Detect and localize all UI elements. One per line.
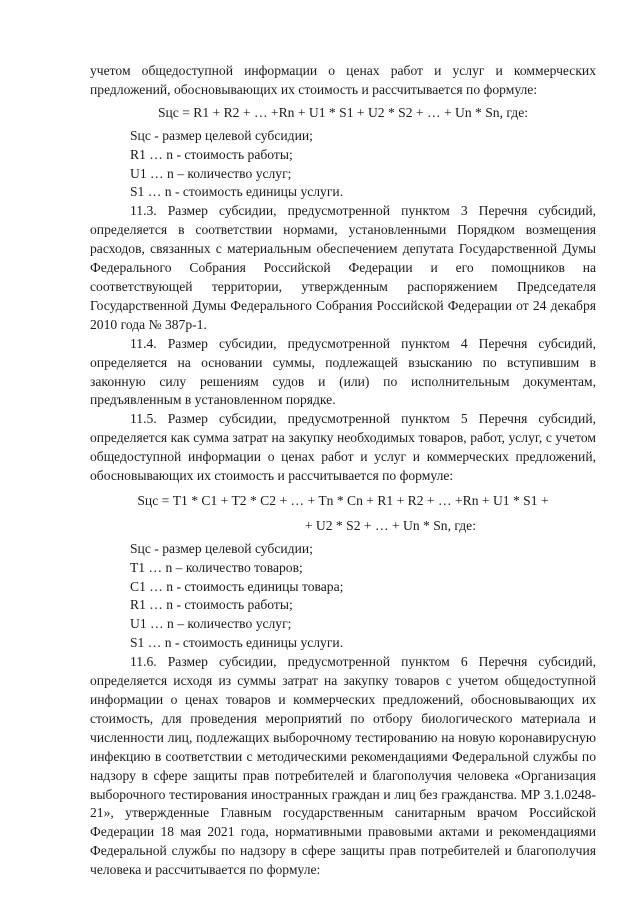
definition-line: Sцс - размер целевой субсидии;	[130, 540, 313, 556]
paragraph-11-3: 11.3. Размер субсидии, предусмотренной пунктом 3 Перечня субсидий, определяется в соответствии нормами, установленными Порядком возмещения расходов, связанных с материальным обеспечением депутата Государственной Думы Федерального Собрания Российской Федерации и его помощников на соответствующей территории, утвержденным распоряжением Председателя Государственной Думы Федерального Собрания Российской Федерации от 24 декабря 2010 года № 387р-1.	[90, 203, 596, 332]
definition-line: R1 … n - стоимость работы;	[130, 146, 293, 162]
paragraph-11-5: 11.5. Размер субсидии, предусмотренной пунктом 5 Перечня субсидий, определяется как сумма затрат на закупку необходимых товаров, работ, услуг, с учетом общедоступной информации о ценах работ и услуг и коммерческих предложений, обосновывающих их стоимость и рассчитывается по формуле:	[90, 411, 596, 484]
definition-line: T1 … n – количество товаров;	[130, 559, 303, 575]
formula-2-line-2: + U2 * S2 + … + Un * Sn, где:	[304, 517, 476, 533]
definition-line: C1 … n - стоимость единицы товара;	[130, 578, 344, 594]
definition-line: U1 … n – количество услуг;	[130, 165, 292, 181]
paragraph-continuation: учетом общедоступной информации о ценах работ и услуг и коммерческих предложений, обосновывающих их стоимость и рассчитывается по формуле:	[90, 63, 596, 97]
paragraph-11-4: 11.4. Размер субсидии, предусмотренной пунктом 4 Перечня субсидий, определяется на основании суммы, подлежащей взысканию по вступившим в законную силу решениям судов и (или) по исполнительным документам, предъявленным в установленном порядке.	[90, 335, 596, 408]
document-body	[90, 62, 596, 880]
definition-line: S1 … n - стоимость единицы услуги.	[130, 635, 344, 651]
definition-line: S1 … n - стоимость единицы услуги.	[130, 184, 344, 200]
paragraph-11-6: 11.6. Размер субсидии, предусмотренной пунктом 6 Перечня субсидий, определяется исходя из суммы затрат на закупку товаров с учетом общедоступной информации о ценах товаров и коммерческих предложений, обосновывающих их стоимость, для проведения мероприятий по отбору биологического материала и численности лиц, подлежащих выборочному тестированию на новую коронавирусную инфекцию в соответствии с методическими рекомендациями Федеральной службы по надзору в сфере защиты прав потребителей и благополучия человека «Организация выборочного тестирования иностранных граждан и лиц без гражданства. МР 3.1.0248-21», утвержденные Главным государственным санитарным врачом Российской Федерации 18 мая 2021 года, нормативными правовыми актами и рекомендациями Федеральной службы по надзору в сфере защиты прав потребителей и благополучия человека и рассчитывается по формуле:	[90, 654, 596, 878]
definition-line: U1 … n – количество услуг;	[130, 616, 292, 632]
formula-1: Sцс = R1 + R2 + … +Rn + U1 * S1 + U2 * S2 + … + Un * Sn, где:	[157, 104, 529, 120]
definition-line: R1 … n - стоимость работы;	[130, 597, 293, 613]
definition-line: Sцс - размер целевой субсидии;	[130, 127, 313, 143]
formula-2-line-1: Sцс = T1 * C1 + T2 * C2 + … + Tn * Cn + R1 + R2 + … +Rn + U1 * S1 +	[137, 492, 549, 508]
